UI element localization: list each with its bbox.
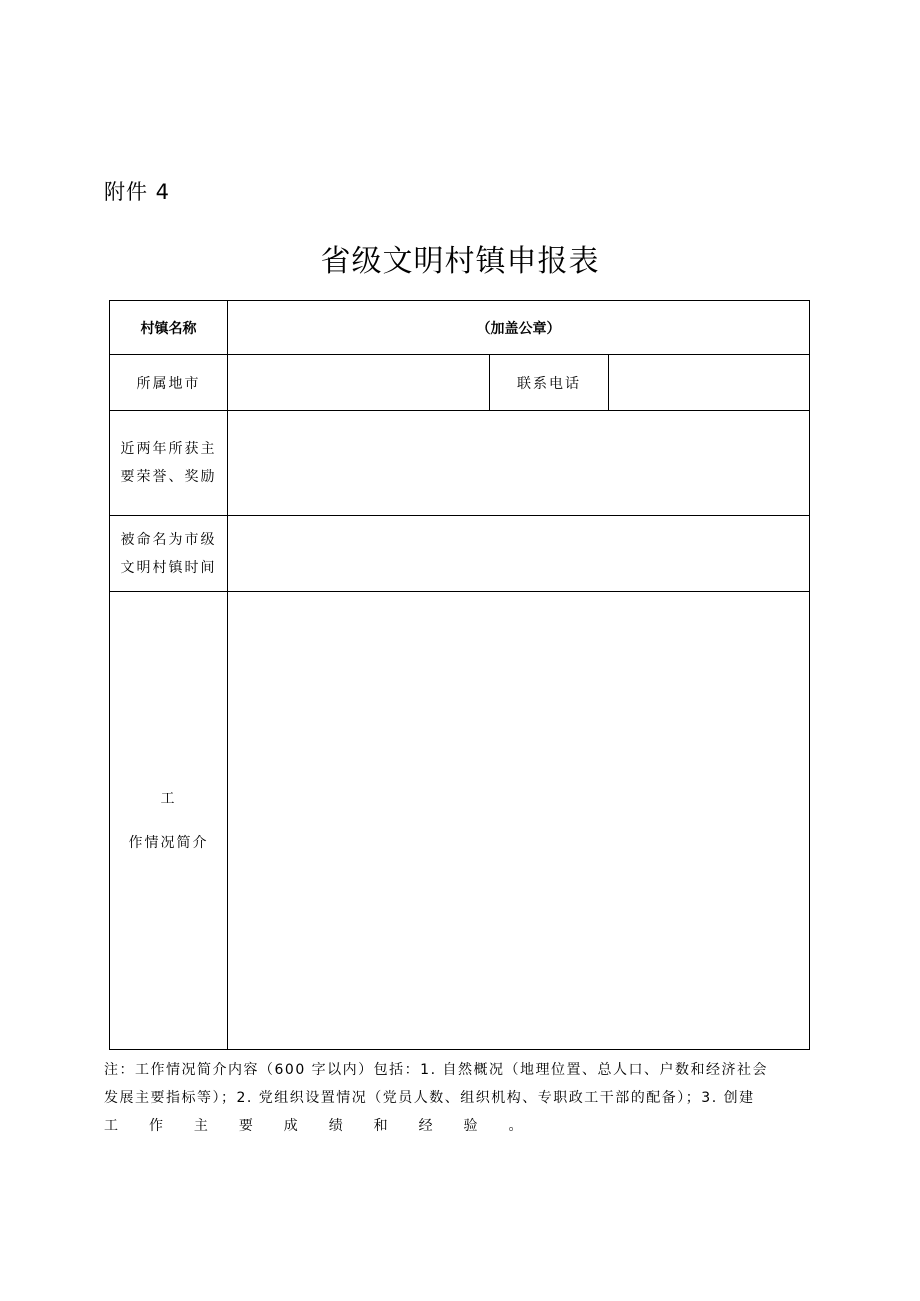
city-level-date-label bbox=[110, 516, 227, 591]
application-form-table bbox=[109, 300, 810, 1050]
city-level-date-label-line1: 被命名为市级 bbox=[120, 531, 217, 548]
page-title: 省级文明村镇申报表 bbox=[320, 244, 600, 279]
work-summary-label bbox=[110, 592, 227, 1049]
city-level-date-field[interactable] bbox=[228, 516, 809, 591]
footnote-char: 主 bbox=[193, 1118, 210, 1134]
phone-field[interactable] bbox=[609, 355, 809, 410]
work-summary-label-line2: 作情况简介 bbox=[128, 834, 209, 851]
footnote-char: 成 bbox=[283, 1118, 300, 1134]
city-field[interactable] bbox=[228, 355, 489, 410]
phone-label bbox=[490, 355, 608, 410]
footnote-line1: 注：工作情况简介内容（600 字以内）包括：1. 自然概况（地理位置、总人口、户数和经济社会 bbox=[104, 1062, 768, 1078]
footnote-char: 绩 bbox=[328, 1118, 345, 1134]
footnote-char: 工 bbox=[104, 1118, 120, 1134]
city-level-date-label-line2: 文明村镇时间 bbox=[120, 559, 217, 576]
honors-field[interactable] bbox=[228, 411, 809, 515]
city-label bbox=[110, 355, 227, 410]
footnote-char: 和 bbox=[373, 1118, 390, 1134]
footnote-char: 作 bbox=[148, 1118, 165, 1134]
footnote bbox=[104, 1056, 818, 1140]
city-label-text: 所属地市 bbox=[136, 375, 201, 392]
honors-label-line2: 要荣誉、奖励 bbox=[120, 469, 217, 485]
footnote-char: 要 bbox=[238, 1118, 255, 1134]
phone-label-text: 联系电话 bbox=[517, 375, 581, 392]
footnote-line2: 发展主要指标等）；2. 党组织设置情况（党员人数、组织机构、专职政工干部的配备）；3. 创建 bbox=[104, 1090, 755, 1106]
honors-label-line1: 近两年所获主 bbox=[120, 441, 217, 457]
official-seal-hint: （加盖公章） bbox=[476, 320, 561, 337]
work-summary-label-line1: 工 bbox=[160, 790, 177, 807]
footnote-char: 验 bbox=[463, 1118, 479, 1134]
village-name-label-text: 村镇名称 bbox=[140, 320, 197, 337]
honors-label bbox=[110, 411, 227, 515]
footnote-char: 经 bbox=[418, 1118, 435, 1134]
footnote-line3 bbox=[104, 1112, 524, 1140]
village-name-label bbox=[110, 301, 227, 354]
work-summary-field[interactable] bbox=[228, 592, 809, 1049]
attachment-label: 附件 4 bbox=[104, 180, 171, 204]
village-name-field[interactable] bbox=[228, 301, 809, 354]
footnote-char: 。 bbox=[508, 1118, 524, 1134]
